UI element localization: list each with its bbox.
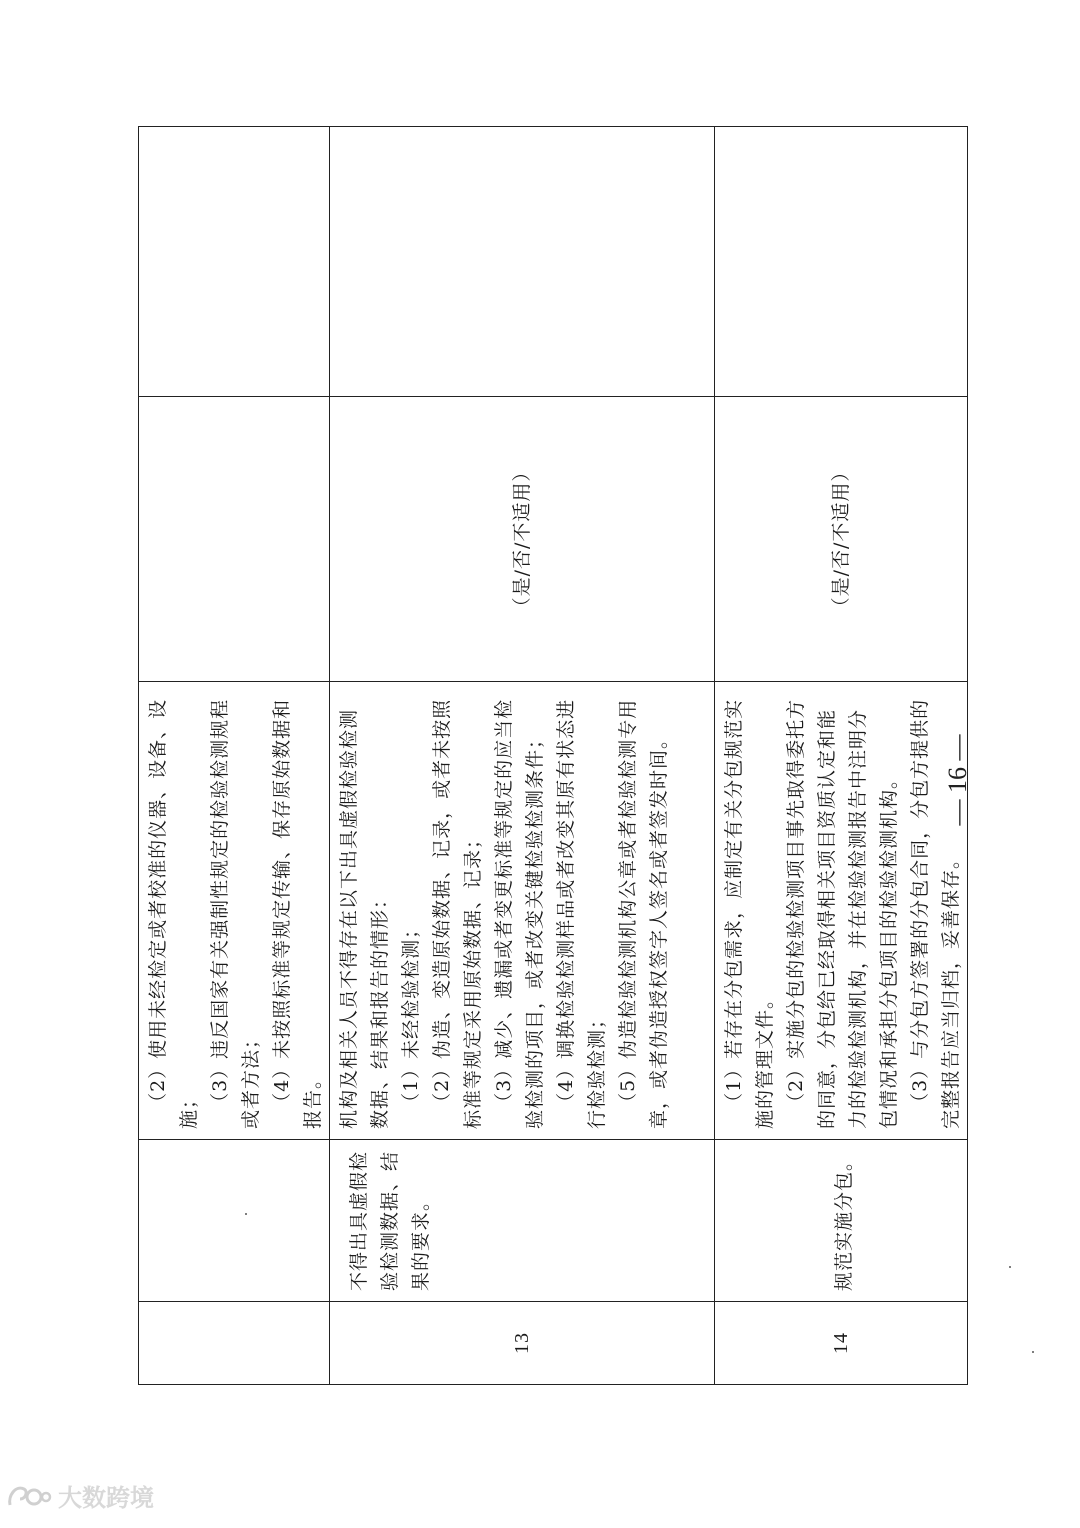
standard-line: （5）伪造检验检测机构公章或者检验检测专用章，或者伪造授权签字人签名或者签发时间。 [617,698,670,1129]
page-number: — 16 — [943,734,972,826]
scan-speck [1032,1351,1034,1353]
standard-line: 机构及相关人员不得存在以下出具虚假检验检测数据、结果和报告的情形： [338,708,391,1129]
watermark-logo-icon [6,1481,52,1511]
requirement-cell [139,1140,330,1302]
watermark-text: 大数跨境 [58,1484,154,1512]
requirement-text: 规范实施分包。 [832,1150,855,1291]
result-cell: （是/否/不适用） [330,397,715,682]
standard-cell [715,682,968,1140]
standard-cell [330,682,715,1140]
result-cell [139,397,330,682]
result-cell: （是/否/不适用） [715,397,968,682]
standard-cell [139,682,330,1140]
requirement-cell [330,1140,715,1302]
standard-line: （3）违反国家有关强制性规定的检验检测规程或者方法； [209,698,262,1129]
table-row [139,127,330,1385]
standard-line: （3）与分包方签署的分包合同，分包方提供的完整报告应当归档，妥善保存。 [909,698,962,1129]
standard-line: （2）实施分包的检验检测项目事先取得委托方的同意，分包给已经取得相关项目资质认定和能力的检验检测机构，并在检验检测报告中注明分包情况和承担分包项目的检验检测机构。 [785,698,900,1129]
standard-line: （1）未经检验检测； [400,918,422,1112]
standard-line: （2）伪造、变造原始数据、记录，或者未按照标准等规定采用原始数据、记录； [431,698,484,1129]
note-cell [330,127,715,397]
row-number: 14 [715,1302,968,1385]
standard-line: （1）若存在分包需求，应制定有关分包规范实施的管理文件。 [723,698,776,1129]
note-cell [715,127,968,397]
standard-line: （2）使用未经检定或者校准的仪器、设备、设施； [147,698,200,1129]
scan-speck [1009,1266,1011,1268]
standard-line: （4）调换检验检测样品或者改变其原有状态进行检验检测； [555,698,608,1129]
table-row [715,127,968,1385]
watermark [6,1478,154,1513]
note-cell [139,127,330,397]
requirement-cell [715,1140,968,1302]
requirement-text: 不得出具虚假检验检测数据、结果的要求。 [348,1150,432,1291]
standard-line: （3）减少、遗漏或者变更标准等规定的应当检验检测的项目，或者改变关键检验检测条件； [493,698,546,1129]
table-row [330,127,715,1385]
inspection-table [138,126,968,1385]
standard-line: （4）未按照标准等规定传输、保存原始数据和报告。 [271,698,324,1129]
row-number [139,1302,330,1385]
row-number: 13 [330,1302,715,1385]
